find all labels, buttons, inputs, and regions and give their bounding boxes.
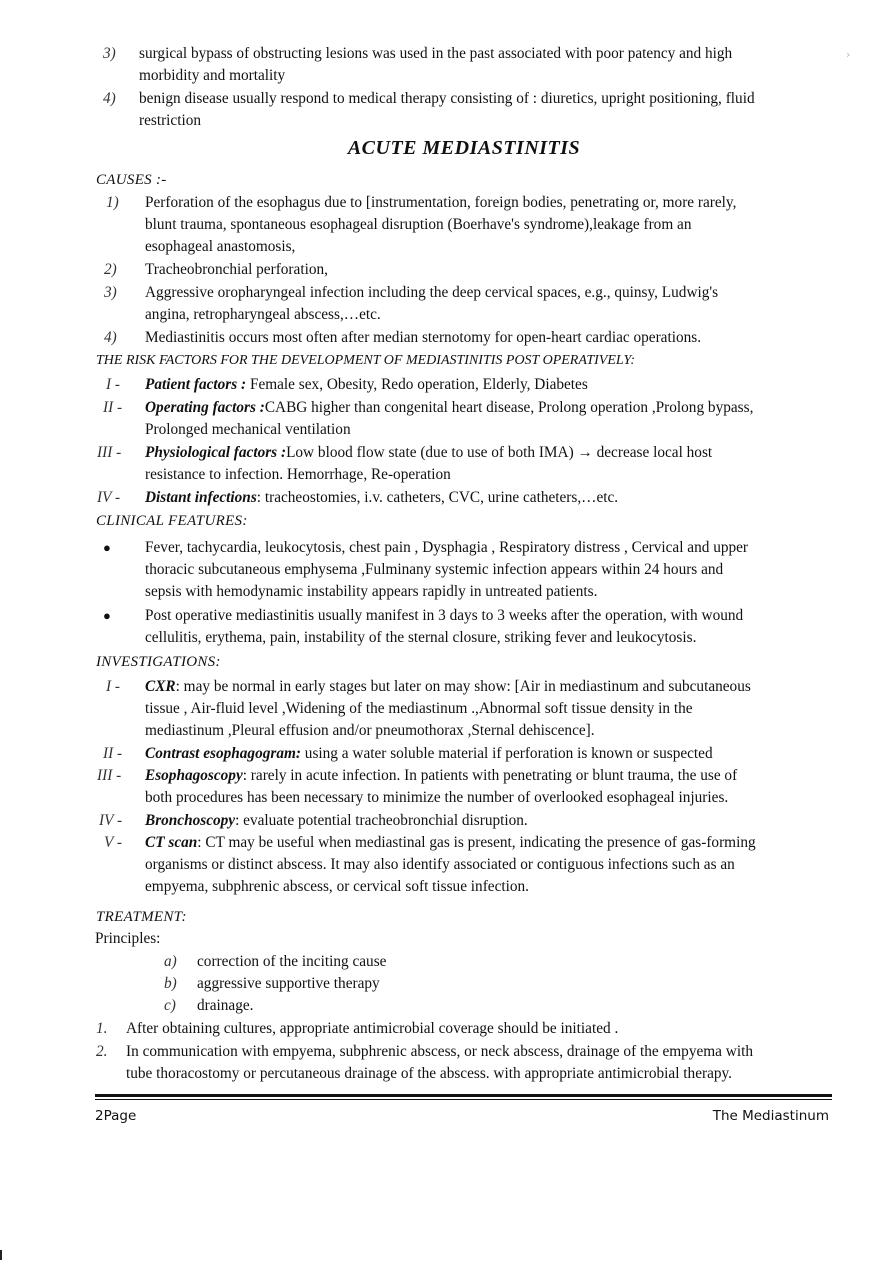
footer-divider [95, 1094, 832, 1097]
risk-heading: THE RISK FACTORS FOR THE DEVELOPMENT OF MEDIASTINITIS POST OPERATIVELY: [96, 353, 635, 368]
principles-label: Principles: [95, 930, 161, 947]
item-text: CABG higher than congenital heart disease, Prolong operation ,Prolong bypass, [264, 399, 754, 416]
list-item-line: empyema, subphrenic abscess, or cervical soft tissue infection. [145, 878, 529, 895]
list-number: a) [164, 953, 177, 970]
investigations-heading: INVESTIGATIONS: [96, 654, 221, 670]
scan-edge-mark [0, 1250, 2, 1260]
list-item-line: angina, retropharyngeal abscess,…etc. [145, 306, 381, 323]
list-number: I - [106, 678, 121, 695]
section-title: ACUTE MEDIASTINITIS [347, 137, 581, 159]
item-label: Operating factors : [145, 399, 265, 416]
list-number: IV - [99, 812, 123, 829]
list-item-line: tissue , Air-fluid level ,Widening of the mediastinum .,Abnormal soft tissue density in the [145, 700, 693, 717]
list-item-line: morbidity and mortality [139, 67, 286, 84]
list-number: II - [103, 745, 123, 762]
list-item-line: organisms or distinct abscess. It may also identify associated or contiguous infections such as an [145, 856, 735, 873]
list-item-line: Perforation of the esophagus due to [instrumentation, foreign bodies, penetrating or, more rarely, [145, 194, 737, 211]
item-text: Female sex, Obesity, Redo operation, Elderly, Diabetes [246, 376, 588, 393]
list-item-line [145, 374, 588, 396]
list-number: III - [97, 767, 122, 784]
list-item-line: drainage. [197, 997, 254, 1014]
item-text: : may be normal in early stages but later on may show: [Air in mediastinum and subcutaneous [175, 678, 751, 695]
list-item-line: thoracic subcutaneous emphysema ,Fulminany systemic infection appears within 24 hours and [145, 561, 724, 578]
list-item-line [145, 832, 756, 854]
list-item-line: Post operative mediastinitis usually manifest in 3 days to 3 weeks after the operation, with wound [145, 607, 744, 624]
item-text: : tracheostomies, i.v. catheters, CVC, urine catheters,…etc. [256, 489, 619, 506]
item-text: : evaluate potential tracheobronchial disruption. [235, 812, 528, 829]
list-number: c) [164, 997, 176, 1014]
list-item-line: resistance to infection. Hemorrhage, Re-operation [145, 466, 451, 483]
list-item-line [145, 765, 737, 787]
list-number: 4) [103, 90, 116, 107]
list-number: 1) [106, 194, 119, 211]
chevron-right-icon: › [846, 48, 851, 61]
item-label: CXR [145, 678, 176, 695]
item-label: Esophagoscopy [145, 767, 243, 784]
item-label: Contrast esophagogram: [145, 745, 301, 762]
list-item-line: Tracheobronchial perforation, [145, 261, 328, 278]
item-label: CT scan [145, 834, 198, 851]
item-text: using a water soluble material if perforation is known or suspected [300, 745, 713, 762]
list-number: 4) [104, 329, 117, 346]
item-label: Bronchoscopy [145, 812, 236, 829]
list-item-line [145, 442, 712, 464]
causes-heading: CAUSES :- [96, 172, 167, 188]
list-number: 3) [104, 284, 117, 301]
list-item-line: both procedures has been necessary to minimize the number of overlooked esophageal injuries. [145, 789, 729, 806]
item-text: Low blood flow state (due to use of both IMA) → decrease local host [286, 444, 713, 461]
list-item-line: In communication with empyema, subphrenic abscess, or neck abscess, drainage of the empyema with [126, 1043, 753, 1060]
bullet-icon: ● [103, 608, 111, 623]
list-number: 2) [104, 261, 117, 278]
item-text: : rarely in acute infection. In patients with penetrating or blunt trauma, the use of [242, 767, 738, 784]
list-item-line [145, 810, 528, 832]
list-number: b) [164, 975, 177, 992]
item-label: Patient factors : [145, 376, 247, 393]
list-item-line: After obtaining cultures, appropriate antimicrobial coverage should be initiated . [126, 1020, 619, 1037]
list-item-line: benign disease usually respond to medical therapy consisting of : diuretics, upright positioning, fluid [139, 90, 755, 107]
item-label: Distant infections [145, 489, 257, 506]
list-item-line: cellulitis, erythema, pain, instability of the sternal closure, striking fever and leukocytosis. [145, 629, 697, 646]
list-item-line: aggressive supportive therapy [197, 975, 380, 992]
list-number: II - [103, 399, 123, 416]
list-number: III - [97, 444, 122, 461]
list-item-line [145, 397, 753, 419]
list-item-line: surgical bypass of obstructing lesions was used in the past associated with poor patency and high [139, 45, 733, 62]
item-text: : CT may be useful when mediastinal gas is present, indicating the presence of gas-forming [197, 834, 756, 851]
list-item-line: restriction [139, 112, 202, 129]
list-item-line: esophageal anastomosis, [145, 238, 296, 255]
list-item-line [145, 676, 751, 698]
item-label: Physiological factors : [145, 444, 287, 461]
list-number: 1. [96, 1020, 108, 1037]
list-item-line: Prolonged mechanical ventilation [145, 421, 351, 438]
list-item-line: correction of the inciting cause [197, 953, 387, 970]
list-number: 2. [96, 1043, 108, 1060]
list-item-line: tube thoracostomy or percutaneous drainage of the abscess. with appropriate antimicrobial therapy. [126, 1065, 732, 1082]
footer-divider-thin [95, 1099, 832, 1100]
list-number: 3) [103, 45, 116, 62]
list-item-line: Mediastinitis occurs most often after median sternotomy for open-heart cardiac operations. [145, 329, 702, 346]
list-item-line [145, 743, 713, 765]
list-item-line [145, 487, 618, 509]
page-number: 2Page [95, 1108, 137, 1124]
list-item-line: sepsis with hemodynamic instability appears rapidly in untreated patients. [145, 583, 598, 600]
clinical-heading: CLINICAL FEATURES: [96, 513, 248, 529]
list-item-line: blunt trauma, spontaneous esophageal disruption (Boerhave's syndrome),leakage from an [145, 216, 692, 233]
chapter-name: The Mediastinum [712, 1108, 829, 1124]
list-item-line: Fever, tachycardia, leukocytosis, chest pain , Dysphagia , Respiratory distress , Cervical and upper [145, 539, 749, 556]
list-number: I - [106, 376, 121, 393]
bullet-icon: ● [103, 540, 111, 555]
list-item-line: Aggressive oropharyngeal infection including the deep cervical spaces, e.g., quinsy, Ludwig's [145, 284, 719, 301]
list-number: IV - [97, 489, 121, 506]
treatment-heading: TREATMENT: [96, 909, 187, 925]
list-number: V - [104, 834, 122, 851]
list-item-line: mediastinum ,Pleural effusion and/or pneumothorax ,Sternal dehiscence]. [145, 722, 595, 739]
